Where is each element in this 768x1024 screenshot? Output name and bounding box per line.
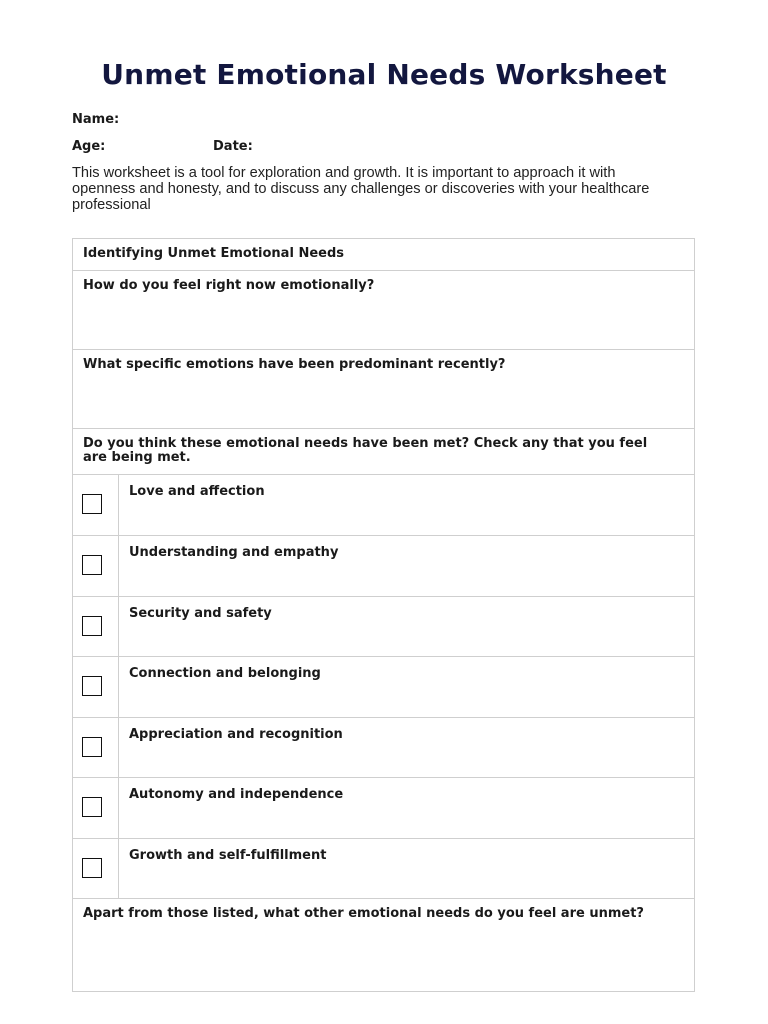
checklist-row <box>73 475 694 536</box>
checkbox-autonomy-independence[interactable] <box>82 797 102 817</box>
intro-paragraph: This worksheet is a tool for exploration and growth. It is important to approach it with openness and honesty, and to discuss any challenges or discoveries with your healthcare professional <box>72 165 650 214</box>
checkbox-growth-self-fulfillment[interactable] <box>82 858 102 878</box>
option-label: Appreciation and recognition <box>129 727 343 742</box>
table-heading: Identifying Unmet Emotional Needs <box>83 246 344 261</box>
question-row-other-needs[interactable] <box>73 899 694 991</box>
worksheet-table <box>72 238 695 992</box>
page-title: Unmet Emotional Needs Worksheet <box>101 58 667 91</box>
question-needs-met: Do you think these emotional needs have been met? Check any that you feel are being met. <box>83 436 648 465</box>
question-row-feel-now[interactable] <box>73 271 694 350</box>
table-heading-row <box>73 239 694 271</box>
checklist-row <box>73 839 694 899</box>
option-label: Connection and belonging <box>129 666 321 681</box>
question-row-needs-met <box>73 429 694 475</box>
option-label: Understanding and empathy <box>129 545 339 560</box>
question-predominant-emotions: What specific emotions have been predominant recently? <box>83 357 506 372</box>
checkbox-security-safety[interactable] <box>82 616 102 636</box>
checklist-row <box>73 536 694 597</box>
checklist-row <box>73 778 694 839</box>
question-feel-now: How do you feel right now emotionally? <box>83 278 375 293</box>
checklist-row <box>73 597 694 657</box>
option-label: Security and safety <box>129 606 272 621</box>
name-label: Name: <box>72 112 120 127</box>
checkbox-connection-belonging[interactable] <box>82 676 102 696</box>
question-other-needs: Apart from those listed, what other emotional needs do you feel are unmet? <box>83 906 644 921</box>
checkbox-appreciation-recognition[interactable] <box>82 737 102 757</box>
checkbox-understanding-empathy[interactable] <box>82 555 102 575</box>
age-label: Age: <box>72 139 106 154</box>
option-label: Love and affection <box>129 484 265 499</box>
option-label: Autonomy and independence <box>129 787 344 802</box>
checklist-row <box>73 718 694 778</box>
checklist-row <box>73 657 694 718</box>
checkbox-love-affection[interactable] <box>82 494 102 514</box>
date-label: Date: <box>213 139 253 154</box>
question-row-predominant-emotions[interactable] <box>73 350 694 429</box>
option-label: Growth and self-fulfillment <box>129 848 327 863</box>
